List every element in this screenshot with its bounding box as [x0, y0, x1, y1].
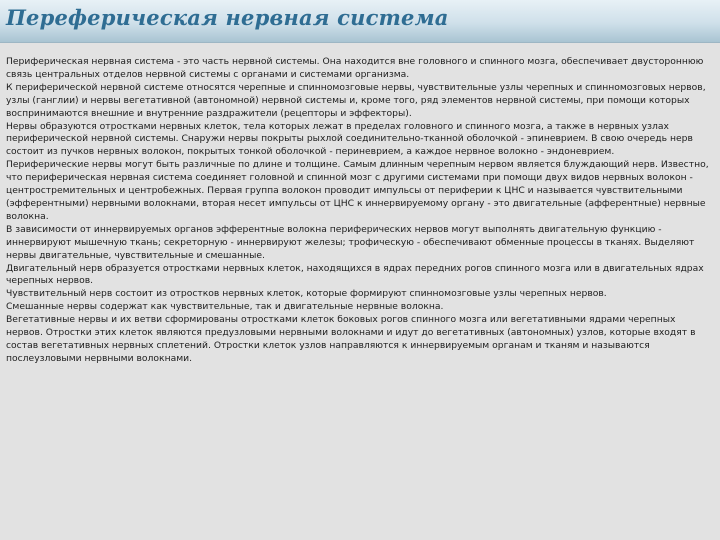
paragraph-nerve-fibers: Периферические нервы могут быть различные по длине и толщине. Самым длинным черепным нервом является блуждающий нерв. Известно, что периферическая нервная система соединяет головной и спинной мозг с другими системами при помощи двух видов нервных волокон - центростремительных и центробежных. Первая группа волокон проводит импульсы от периферии к ЦНС и называется чувствительными (эфферентными) нервными волокнами, вторая несет импульсы от ЦНС к иннервируемому органу - это двигательные (афферентные) нервные волокна. — [6, 159, 709, 222]
slide-title: Переферическая нервная система — [6, 5, 449, 30]
paragraph-definition: Периферическая нервная система - это часть нервной системы. Она находится вне головного и спинного мозга, обеспечивает двустороннюю связь центральных отделов нервной системы с органами и системами организма. — [6, 56, 704, 80]
paragraph-sensory-nerve: Чувствительный нерв состоит из отростков нервных клеток, которые формируют спинномозговые узлы черепных нервов. — [6, 288, 607, 300]
paragraph-mixed-nerve: Смешанные нервы содержат как чувствительные, так и двигательные нервные волокна. — [6, 301, 444, 313]
slide-body — [6, 56, 712, 366]
paragraph-nerve-functions: В зависимости от иннервируемых органов эфферентные волокна периферических нервов могут выполнять двигательную функцию - иннервируют мышечную ткань; секреторную - иннервируют железы; трофическую - обеспечивают обменные процессы в тканях. Выделяют нервы двигательные, чувствительные и смешанные. — [6, 223, 695, 261]
paragraph-motor-nerve: Двигательный нерв образуется отростками нервных клеток, находящихся в ядрах передних рогов спинного мозга или в двигательных ядрах черепных нервов. — [6, 262, 704, 287]
paragraph-autonomic-nerves: Вегетативные нервы и их ветви сформированы отростками клеток боковых рогов спинного мозга или вегетативными ядрами черепных нервов. Отростки этих клеток являются предузловыми нервными волокнами и идут до вегетативных (автономных) узлов, которые входят в состав вегетативных нервных сплетений. Отростки клеток узлов направляются к иннервируемым органам и тканям и называются послеузловыми нервными волокнами. — [6, 314, 696, 364]
paragraph-composition: К периферической нервной системе относятся черепные и спинномозговые нервы, чувствительные узлы черепных и спинномозговых нервов, узлы (ганглии) и нервы вегетативной (автономной) нервной системы и, кроме того, ряд элементов нервной системы, при помощи которых воспринимаются внешние и внутренние раздражители (рецепторы и эффекторы). — [6, 81, 706, 119]
paragraph-nerve-structure: Нервы образуются отростками нервных клеток, тела которых лежат в пределах головного и спинного мозга, а также в нервных узлах периферической нервной системы. Снаружи нервы покрыты рыхлой соединительно-тканной оболочкой - эпиневрием. В свою очередь нерв состоит из пучков нервных волокон, покрытых тонкой оболочкой - периневрием, а каждое нервное волокно - эндоневрием. — [6, 120, 693, 158]
title-bar — [0, 0, 720, 43]
